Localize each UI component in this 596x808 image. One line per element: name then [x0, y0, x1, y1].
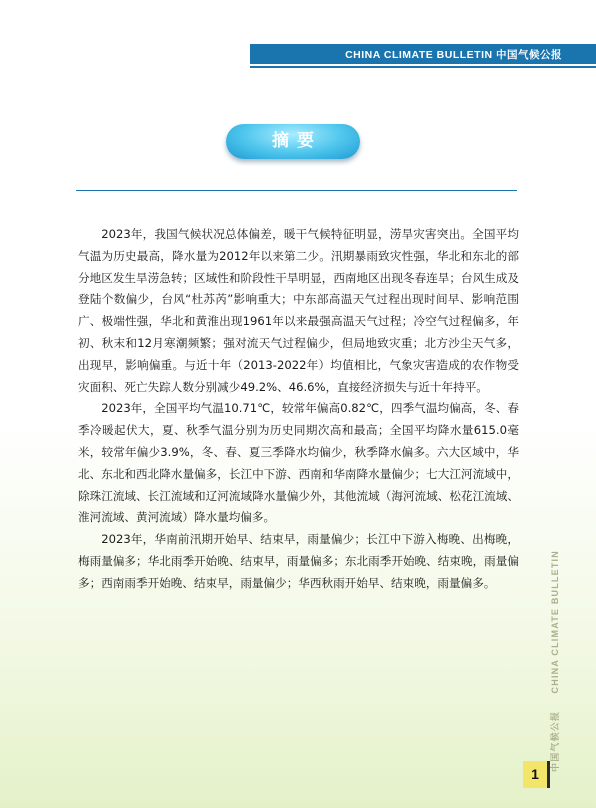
- section-title: 摘要: [226, 124, 360, 159]
- side-title-cn: 中国气候公报: [551, 710, 561, 772]
- paragraph: 2023年，全国平均气温10.71℃，较常年偏高0.82℃，四季气温均偏高，冬、春季冷暖起伏大，夏、秋季气温分别为历史同期次高和最高；全国平均降水量615.0毫米，较常年偏少3.9%，冬、春、夏三季降水均偏少，秋季降水偏多。六大区域中，华北、东北和西北降水量偏多，长江中下游、西南和华南降水量偏少；七大江河流域中，除珠江流域、长江流域和辽河流域降水量偏少外，其他流域（海河流域、松花江流域、淮河流域、黄河流域）降水量均偏多。: [78, 401, 519, 525]
- section-rule: [76, 190, 517, 191]
- bulletin-title: CHINA CLIMATE BULLETIN 中国气候公报: [345, 49, 562, 61]
- page-number: 1: [523, 761, 550, 788]
- header-rule: [250, 66, 596, 68]
- abstract-body: [78, 224, 519, 595]
- side-title-en: CHINA CLIMATE BULLETIN: [550, 550, 560, 694]
- header-banner: [250, 44, 596, 64]
- side-running-title: [548, 550, 561, 772]
- paragraph: 2023年，华南前汛期开始早、结束早，雨量偏少；长江中下游入梅晚、出梅晚，梅雨量偏多；华北雨季开始晚、结束早，雨量偏多；东北雨季开始晚、结束晚，雨量偏多；西南雨季开始晚、结束早，雨量偏少；华西秋雨开始早、结束晚，雨量偏多。: [78, 532, 519, 590]
- paragraph: 2023年，我国气候状况总体偏差，暖干气候特征明显，涝旱灾害突出。全国平均气温为历史最高，降水量为2012年以来第二少。汛期暴雨致灾性强，华北和东北的部分地区发生旱涝急转；区域性和阶段性干旱明显，西南地区出现冬春连旱；台风生成及登陆个数偏少，台风“杜苏芮”影响重大；中东部高温天气过程出现时间早、影响范围广、极端性强，华北和黄淮出现1961年以来最强高温天气过程；冷空气过程偏多，年初、秋末和12月寒潮频繁；强对流天气过程偏少，但局地致灾重；北方沙尘天气多，出现早，影响偏重。与近十年（2013-2022年）均值相比，气象灾害造成的农作物受灾面积、死亡失踪人数分别减少49.2%、46.6%，直接经济损失与近十年持平。: [78, 227, 519, 394]
